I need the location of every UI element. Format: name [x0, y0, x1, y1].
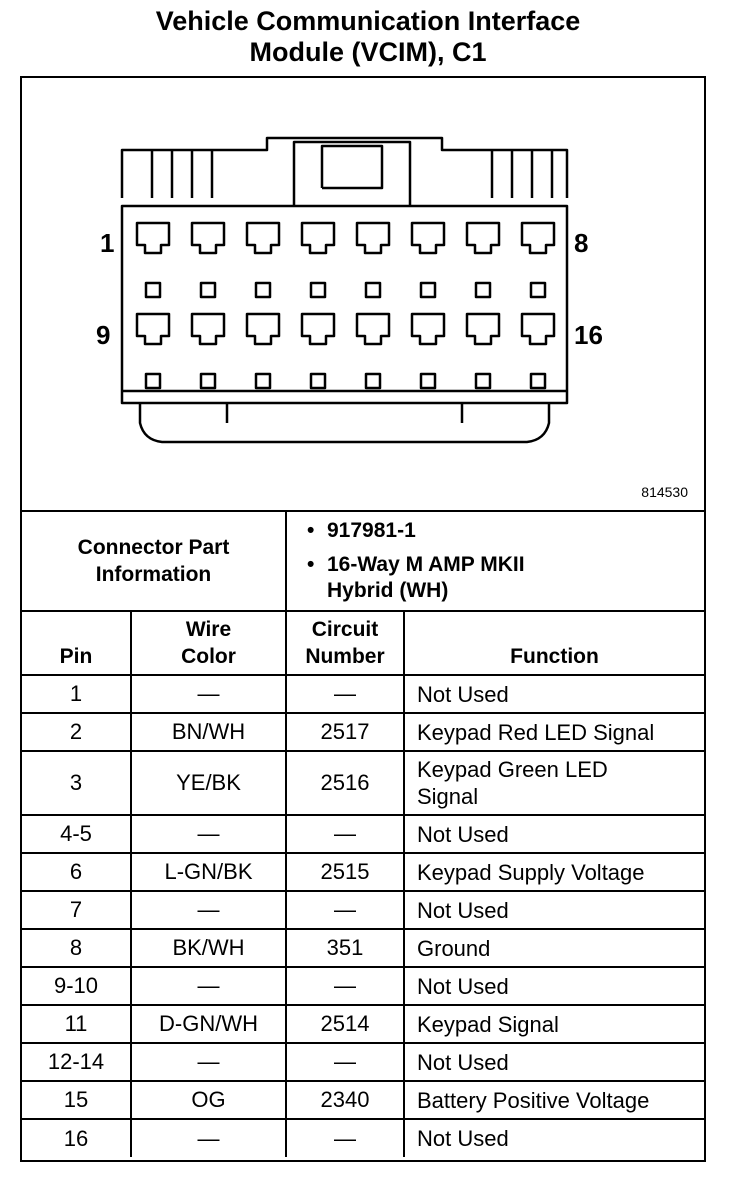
function-cell [404, 1081, 704, 1119]
circuit-number-cell: — [286, 815, 404, 853]
circuit-number-cell: 2517 [286, 713, 404, 751]
pin-cavity [302, 223, 334, 253]
pin-cavity [192, 223, 224, 253]
function-line-1: Not Used [417, 821, 509, 847]
terminal-square [421, 283, 435, 297]
connector-info-label [22, 511, 286, 611]
wire-color-cell: L-GN/BK [131, 853, 286, 891]
pin-cavity [412, 314, 444, 344]
part-number-item [307, 518, 704, 544]
wire-color-cell: — [131, 675, 286, 713]
circuit-number-cell: 2516 [286, 751, 404, 815]
function-line-1: Not Used [417, 897, 509, 923]
wire-color-cell: D-GN/WH [131, 1005, 286, 1043]
table-row [22, 751, 704, 815]
connector-description-line-2: Hybrid (WH) [327, 579, 449, 602]
pin-cell: 7 [22, 891, 131, 929]
header-circuit-line-2: Number [305, 645, 385, 668]
connector-description-item [307, 552, 704, 604]
pin-cell: 8 [22, 929, 131, 967]
function-cell [404, 929, 704, 967]
connector-skirt [140, 403, 549, 442]
function-line-1: Ground [417, 935, 491, 961]
connector-info-label-line-1: Connector Part [77, 536, 230, 559]
function-cell [404, 891, 704, 929]
function-cell [404, 853, 704, 891]
circuit-number-cell: — [286, 1119, 404, 1157]
connector-frame [20, 76, 706, 1162]
table-row [22, 1043, 704, 1081]
pin-cavity [357, 223, 389, 253]
wire-color-cell: OG [131, 1081, 286, 1119]
connector-info-row [22, 511, 704, 611]
pin-cell: 1 [22, 675, 131, 713]
function-cell [404, 751, 704, 815]
function-line-1: Keypad Green LED [417, 757, 608, 782]
table-row [22, 967, 704, 1005]
table-row [22, 929, 704, 967]
pin-cell: 16 [22, 1119, 131, 1157]
header-row [22, 611, 704, 675]
pin-cell: 4-5 [22, 815, 131, 853]
title-line-1: Vehicle Communication Interface [155, 6, 581, 36]
terminal-square [201, 374, 215, 388]
connector-info-values [286, 511, 704, 611]
pin-cavity [522, 223, 554, 253]
pin-cavity [137, 314, 169, 344]
wire-color-cell: BN/WH [131, 713, 286, 751]
wire-color-cell: BK/WH [131, 929, 286, 967]
circuit-number-cell: 2515 [286, 853, 404, 891]
pin-cavity [522, 314, 554, 344]
function-line-1: Not Used [417, 1049, 509, 1075]
wire-color-cell: — [131, 967, 286, 1005]
terminal-square [311, 374, 325, 388]
function-cell [404, 675, 704, 713]
pin-cell: 11 [22, 1005, 131, 1043]
function-cell [404, 967, 704, 1005]
terminal-square [146, 283, 160, 297]
pin-cell: 12-14 [22, 1043, 131, 1081]
table-row [22, 1005, 704, 1043]
pin-cavity [357, 314, 389, 344]
header-circuit-line-1: Circuit [311, 618, 379, 641]
pin-cell: 15 [22, 1081, 131, 1119]
function-line-1: Not Used [417, 681, 509, 707]
pin-label-16: 16 [574, 320, 603, 350]
pin-cavity [467, 314, 499, 344]
pin-cavity [247, 223, 279, 253]
terminal-square [476, 283, 490, 297]
bullet-icon: • [307, 553, 315, 576]
connector-info-label-line-2: Information [95, 563, 212, 586]
circuit-number-cell: — [286, 1043, 404, 1081]
circuit-number-cell: 2340 [286, 1081, 404, 1119]
pin-cell: 2 [22, 713, 131, 751]
terminal-square [531, 283, 545, 297]
wire-color-cell: — [131, 891, 286, 929]
terminal-square [256, 374, 270, 388]
function-line-1: Not Used [417, 1126, 509, 1151]
function-line-1: Keypad Red LED Signal [417, 719, 655, 745]
function-cell [404, 1005, 704, 1043]
pin-cavity [302, 314, 334, 344]
table-row [22, 891, 704, 929]
table-row [22, 1081, 704, 1119]
pin-cell: 9-10 [22, 967, 131, 1005]
terminal-square [146, 374, 160, 388]
function-line-2: Signal [417, 784, 479, 809]
header-wire-line-1: Wire [185, 618, 232, 641]
connector-drawing [22, 78, 704, 510]
pinout-table [22, 510, 704, 1157]
header-circuit-number [286, 611, 404, 675]
connector-description-line-1: 16-Way M AMP MKII [327, 553, 525, 576]
wire-color-cell: YE/BK [131, 751, 286, 815]
circuit-number-cell: 2514 [286, 1005, 404, 1043]
terminal-square [366, 283, 380, 297]
wire-color-cell: — [131, 815, 286, 853]
table-row [22, 853, 704, 891]
table-row [22, 675, 704, 713]
table-row [22, 713, 704, 751]
circuit-number-cell: 351 [286, 929, 404, 967]
pin-label-1: 1 [100, 228, 115, 258]
connector-drawing-area [22, 78, 704, 510]
pin-cavity [137, 223, 169, 253]
terminal-square [476, 374, 490, 388]
table-row [22, 1119, 704, 1157]
title-line-2: Module (VCIM), C1 [249, 37, 487, 67]
header-wire-line-2: Color [181, 645, 236, 668]
wire-color-cell: — [131, 1119, 286, 1157]
circuit-number-cell: — [286, 891, 404, 929]
header-pin: Pin [22, 611, 131, 675]
latch-center-block [294, 142, 410, 206]
table-row [22, 815, 704, 853]
terminal-square [311, 283, 325, 297]
function-cell [404, 713, 704, 751]
terminal-square [421, 374, 435, 388]
terminal-square [256, 283, 270, 297]
figure-number: 814530 [641, 484, 688, 500]
header-function: Function [404, 611, 704, 675]
pin-label-8: 8 [574, 228, 589, 258]
header-wire-color [131, 611, 286, 675]
terminal-square [531, 374, 545, 388]
function-cell [404, 815, 704, 853]
pin-cell: 3 [22, 751, 131, 815]
pin-cavity [192, 314, 224, 344]
function-line-1: Keypad Supply Voltage [417, 859, 645, 885]
pin-cavity [247, 314, 279, 344]
function-cell [404, 1043, 704, 1081]
latch-inner-block [322, 146, 382, 188]
circuit-number-cell: — [286, 967, 404, 1005]
diagram-title [0, 6, 736, 68]
function-line-1: Battery Positive Voltage [417, 1087, 650, 1113]
pin-cavity [467, 223, 499, 253]
pin-cell: 6 [22, 853, 131, 891]
pin-cavity [412, 223, 444, 253]
terminal-square [201, 283, 215, 297]
terminal-square [366, 374, 380, 388]
wire-color-cell: — [131, 1043, 286, 1081]
function-line-1: Not Used [417, 973, 509, 999]
part-number: 917981-1 [327, 519, 416, 542]
bullet-icon: • [307, 519, 315, 542]
circuit-number-cell: — [286, 675, 404, 713]
pin-label-9: 9 [96, 320, 111, 350]
function-line-1: Keypad Signal [417, 1011, 559, 1037]
function-cell [404, 1119, 704, 1157]
